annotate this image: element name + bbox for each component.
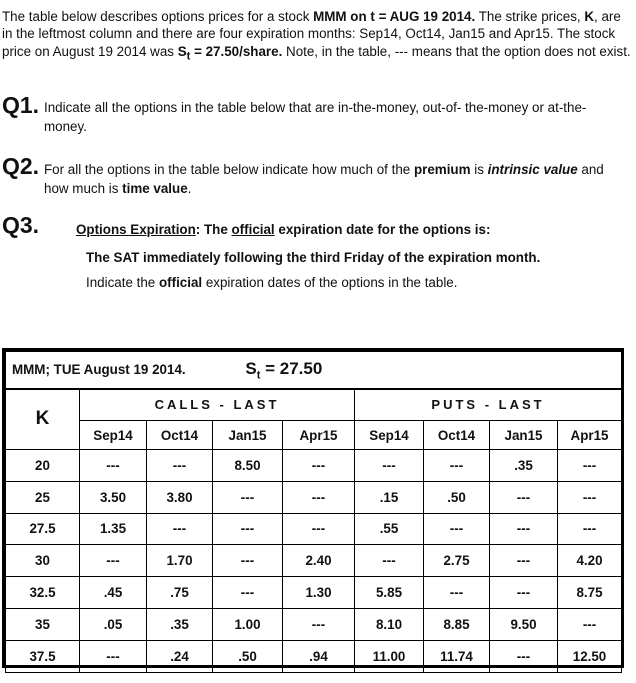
question-1-label: Q1.: [2, 92, 40, 118]
intro-k: K: [584, 9, 595, 24]
question-2-text: [44, 160, 619, 198]
price-cell: ---: [283, 481, 355, 513]
price-cell: .55: [355, 513, 424, 545]
price-cell: 1.70: [147, 545, 213, 577]
price-cell: ---: [558, 608, 622, 640]
stock-price-subscript: t: [256, 368, 261, 381]
price-cell: 5.85: [355, 577, 424, 609]
price-cell: 8.10: [355, 608, 424, 640]
question-3-heading: Options Expiration: [76, 222, 196, 237]
question-2-time-value: time value: [122, 181, 188, 196]
price-cell: ---: [490, 545, 558, 577]
month-header: Jan15: [213, 421, 283, 450]
table-row: [6, 640, 622, 672]
price-cell: ---: [213, 481, 283, 513]
options-table: [5, 351, 622, 673]
table-row: [6, 577, 622, 609]
table-caption-row: [6, 352, 622, 389]
calls-header: CALLS - LAST: [80, 389, 355, 421]
question-1: [2, 92, 587, 134]
strike-cell: 25: [6, 481, 80, 513]
month-header: Sep14: [355, 421, 424, 450]
question-2-text-part: For all the options in the table below indicate how much of the: [44, 162, 414, 177]
question-3-text-part: Indicate the: [86, 275, 159, 290]
price-cell: ---: [355, 450, 424, 482]
strike-cell: 27.5: [6, 513, 80, 545]
options-table-container: [2, 348, 624, 668]
question-2-text-part: and how much is: [44, 162, 604, 196]
month-header: Jan15: [490, 421, 558, 450]
question-3-text-part: : The: [195, 222, 232, 237]
intro-s-sub: t: [186, 50, 191, 63]
price-cell: .24: [147, 640, 213, 672]
stock-price-symbol: S: [245, 358, 257, 378]
question-2-text-part: is: [470, 162, 488, 177]
price-cell: ---: [80, 450, 147, 482]
price-cell: ---: [424, 513, 490, 545]
price-cell: 8.85: [424, 608, 490, 640]
month-header: Apr15: [558, 421, 622, 450]
table-row: [6, 545, 622, 577]
intro-text: The strike prices,: [475, 9, 585, 24]
puts-header: PUTS - LAST: [355, 389, 622, 421]
price-cell: ---: [558, 513, 622, 545]
price-cell: ---: [283, 608, 355, 640]
question-3-official: official: [231, 222, 275, 237]
table-caption-cell: [6, 352, 622, 389]
price-cell: 1.30: [283, 577, 355, 609]
price-cell: ---: [213, 577, 283, 609]
stock-price-label: [245, 358, 323, 381]
intro-s-value: = 27.50/share.: [190, 43, 283, 59]
price-cell: .45: [80, 577, 147, 609]
month-header: Sep14: [80, 421, 147, 450]
price-cell: ---: [490, 640, 558, 672]
month-header: Oct14: [424, 421, 490, 450]
price-cell: 3.50: [80, 481, 147, 513]
table-row: [6, 481, 622, 513]
question-3-text-part: expiration dates of the options in the table.: [202, 275, 458, 290]
price-cell: .35: [147, 608, 213, 640]
price-cell: .35: [490, 450, 558, 482]
price-cell: ---: [558, 481, 622, 513]
price-cell: ---: [213, 545, 283, 577]
price-cell: 1.00: [213, 608, 283, 640]
price-cell: ---: [424, 450, 490, 482]
intro-s: S: [177, 43, 187, 59]
price-cell: .15: [355, 481, 424, 513]
price-cell: 2.75: [424, 545, 490, 577]
strike-cell: 32.5: [6, 577, 80, 609]
table-row: [6, 513, 622, 545]
price-cell: ---: [283, 513, 355, 545]
table-row: [6, 608, 622, 640]
intro-stock: MMM on t = AUG 19 2014.: [313, 9, 476, 24]
price-cell: 4.20: [558, 545, 622, 577]
question-2: [2, 153, 604, 196]
question-3-line-3: [86, 275, 457, 290]
table-month-header-row: [6, 421, 622, 450]
price-cell: ---: [147, 450, 213, 482]
question-3-official-2: official: [158, 275, 203, 290]
price-cell: 11.00: [355, 640, 424, 672]
month-header: Apr15: [283, 421, 355, 450]
price-cell: ---: [213, 513, 283, 545]
price-cell: ---: [558, 450, 622, 482]
price-cell: 8.50: [213, 450, 283, 482]
strike-header: K: [6, 389, 80, 450]
question-3-text-part: expiration date for the options is:: [274, 222, 491, 237]
price-cell: 3.80: [147, 481, 213, 513]
price-cell: ---: [355, 545, 424, 577]
price-cell: ---: [283, 450, 355, 482]
question-3-label: Q3.: [2, 212, 40, 238]
intro-text: Note, in the table, --- means that the option does not exist.: [282, 43, 631, 59]
price-cell: 1.35: [80, 513, 147, 545]
price-cell: .94: [283, 640, 355, 672]
stock-price-value: = 27.50: [260, 358, 323, 378]
question-2-text-part: .: [187, 181, 192, 196]
price-cell: ---: [490, 577, 558, 609]
price-cell: .05: [80, 608, 147, 640]
price-cell: ---: [147, 513, 213, 545]
price-cell: ---: [80, 640, 147, 672]
price-cell: .50: [213, 640, 283, 672]
price-cell: ---: [424, 577, 490, 609]
strike-cell: 20: [6, 450, 80, 482]
price-cell: ---: [490, 513, 558, 545]
intro-paragraph: [2, 8, 632, 66]
price-cell: 11.74: [424, 640, 490, 672]
table-group-header-row: [6, 389, 622, 421]
question-3-line-1: [76, 222, 490, 237]
strike-cell: 35: [6, 608, 80, 640]
price-cell: ---: [80, 545, 147, 577]
price-cell: ---: [490, 481, 558, 513]
price-cell: .50: [424, 481, 490, 513]
price-cell: 2.40: [283, 545, 355, 577]
price-cell: .75: [147, 577, 213, 609]
strike-cell: 37.5: [6, 640, 80, 672]
intro-text: , are in the leftmost column and there are four expiration months: Sep14, Oct14, Jan15 and Apr15. The stock price on August 19 2014 was: [2, 9, 621, 59]
strike-cell: 30: [6, 545, 80, 577]
question-2-intrinsic-value: intrinsic value: [487, 162, 578, 177]
month-header: Oct14: [147, 421, 213, 450]
question-1-text: Indicate all the options in the table below that are in-the-money, out-of- the-money or at-the-money.: [44, 100, 587, 134]
price-cell: 12.50: [558, 640, 622, 672]
intro-text: The table below describes options prices for a stock: [2, 9, 314, 24]
table-caption: MMM; TUE August 19 2014.: [12, 361, 186, 377]
question-2-label: Q2.: [2, 153, 40, 179]
question-3: [2, 212, 39, 239]
table-row: [6, 450, 622, 482]
question-2-premium: premium: [413, 162, 471, 177]
price-cell: 9.50: [490, 608, 558, 640]
price-cell: 8.75: [558, 577, 622, 609]
question-3-line-2: The SAT immediately following the third Friday of the expiration month.: [86, 250, 541, 265]
